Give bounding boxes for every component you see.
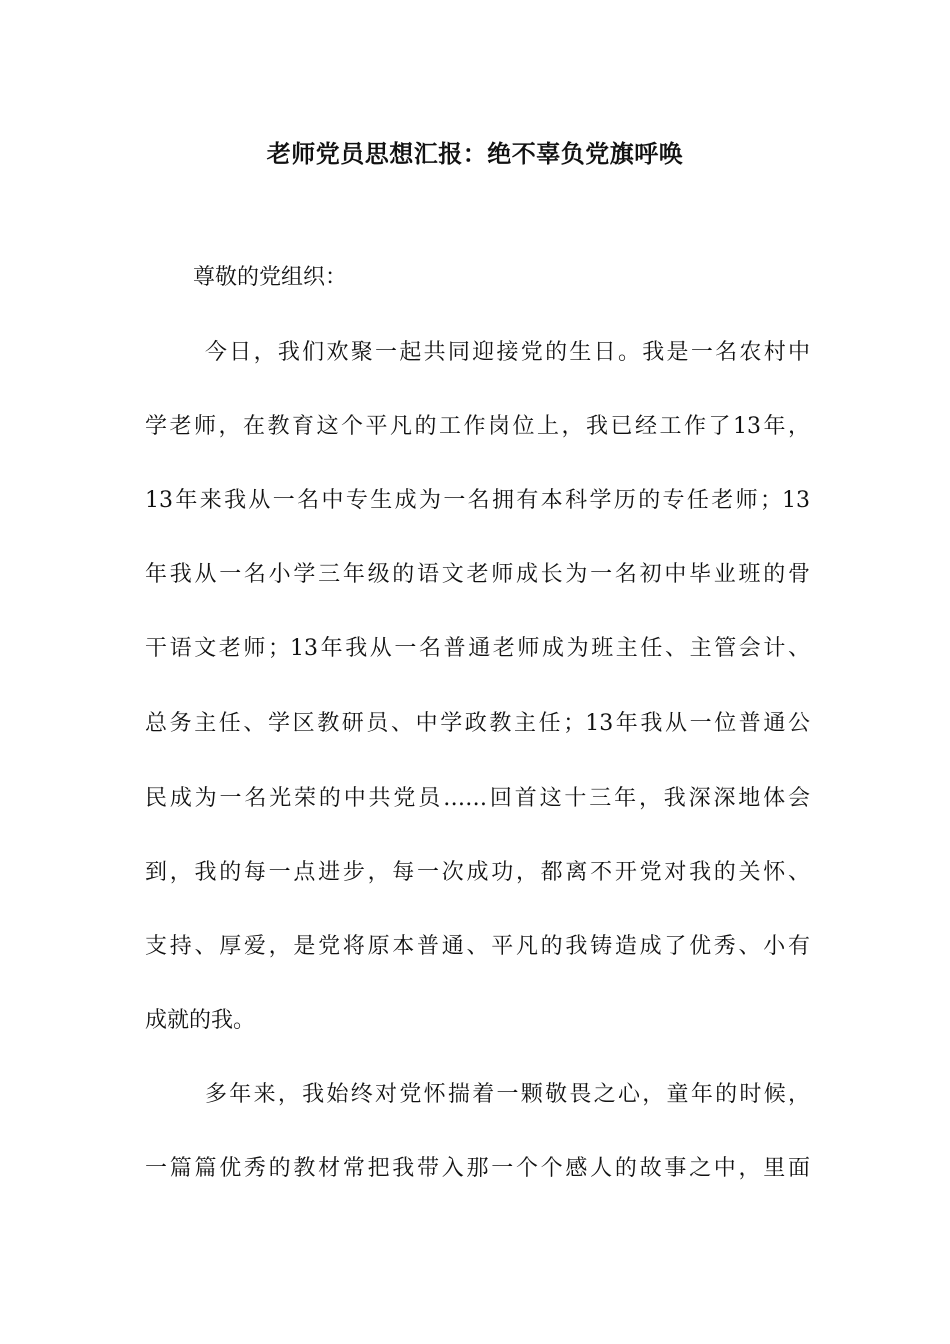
paragraph-2-line-1: 多年来，我始终对党怀揣着一颗敬畏之心，童年的时候， xyxy=(205,1082,810,1107)
paragraph-1-line-1: 今日，我们欢聚一起共同迎接党的生日。我是一名农村中 xyxy=(205,340,810,365)
paragraph-1-line-5: 干语文老师；13年我从一名普通老师成为班主任、主管会计、 xyxy=(145,636,810,661)
paragraph-2-line-2: 一篇篇优秀的教材常把我带入那一个个感人的故事之中，里面 xyxy=(145,1156,810,1181)
paragraph-1-line-2: 学老师，在教育这个平凡的工作岗位上，我已经工作了13年， xyxy=(145,414,810,439)
salutation: 尊敬的党组织： xyxy=(193,265,348,290)
paragraph-1-line-8: 到，我的每一点进步，每一次成功，都离不开党对我的关怀、 xyxy=(145,860,810,885)
paragraph-1-line-7: 民成为一名光荣的中共党员……回首这十三年，我深深地体会 xyxy=(145,786,810,811)
paragraph-1-line-9: 支持、厚爱，是党将原本普通、平凡的我铸造成了优秀、小有 xyxy=(145,934,810,959)
paragraph-1-line-3: 13年来我从一名中专生成为一名拥有本科学历的专任老师；13 xyxy=(145,488,810,513)
paragraph-1-line-6: 总务主任、学区教研员、中学政教主任；13年我从一位普通公 xyxy=(145,711,810,736)
paragraph-1-line-4: 年我从一名小学三年级的语文老师成长为一名初中毕业班的骨 xyxy=(145,562,810,587)
document-title: 老师党员思想汇报：绝不辜负党旗呼唤 xyxy=(266,139,684,168)
paragraph-1-line-10: 成就的我。 xyxy=(145,1008,256,1033)
